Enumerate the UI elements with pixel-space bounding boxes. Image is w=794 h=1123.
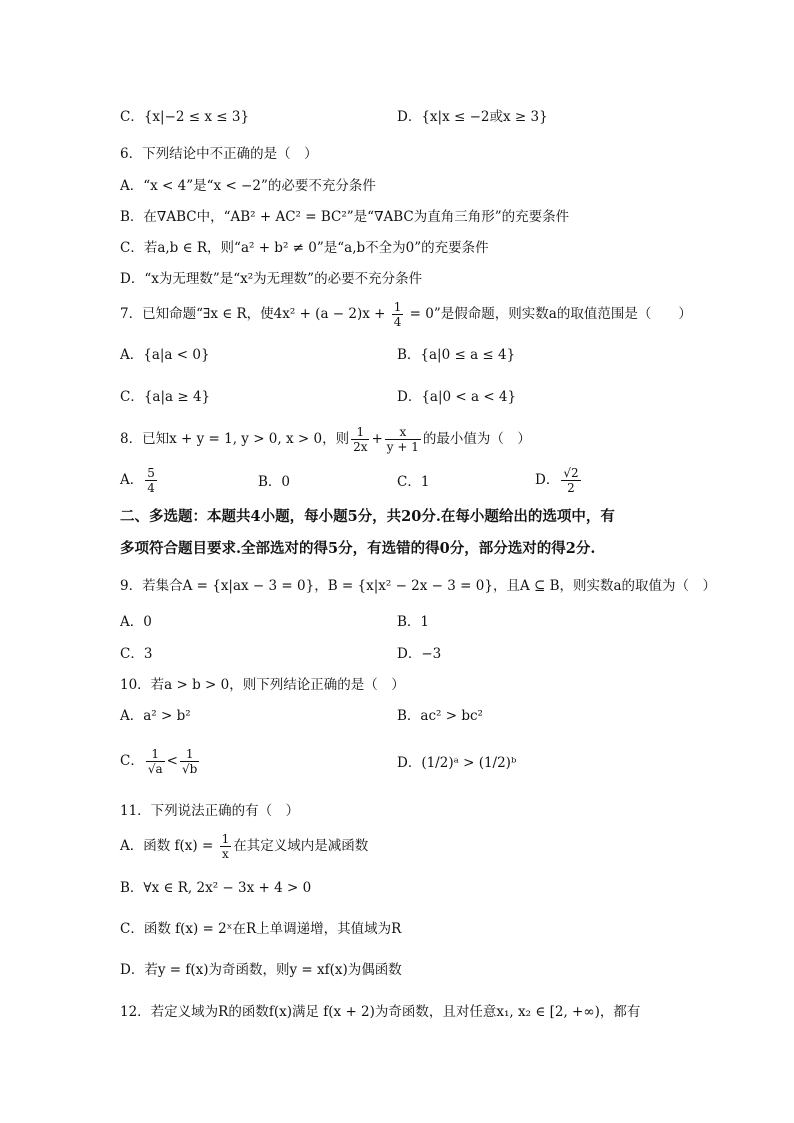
q10-option-d bbox=[397, 754, 516, 772]
q8-option-c: C．1 bbox=[397, 474, 430, 490]
q6-stem: 6．下列结论中不正确的是（ ） bbox=[120, 146, 318, 162]
q11-a-pre: A．函数 f(x) = bbox=[120, 838, 218, 854]
q11-option-c: C．函数 f(x) = 2ˣ在R上单调递增，其值域为R bbox=[120, 921, 402, 937]
q8-d-label: D． bbox=[535, 472, 560, 488]
q10-stem: 10．若a > b > 0，则下列结论正确的是（ ） bbox=[120, 677, 405, 693]
q6-option-a: A．“x < 4”是“x < −2”的必要不充分条件 bbox=[120, 178, 376, 194]
q8-d-num: √2 bbox=[563, 466, 579, 480]
q7-stem-pre: 7．已知命题“∃x ∈ R，使4x² + (a − 2)x + bbox=[120, 306, 390, 322]
q10-c-f1-den: √a bbox=[147, 762, 163, 776]
q6-option-b: B．在∇ABC中，“AB² + AC² = BC²”是“∇ABC为直角三角形”的充要条件 bbox=[120, 209, 570, 225]
q10-option-c bbox=[120, 747, 201, 776]
q11-option-a bbox=[120, 832, 368, 861]
q10-d-expression: (1/2)ᵃ > (1/2)ᵇ bbox=[421, 755, 517, 771]
q10-d-label: D． bbox=[397, 755, 422, 771]
q10-c-f2-num: 1 bbox=[180, 747, 199, 762]
q8-a-num: 5 bbox=[147, 466, 155, 480]
q11-a-den: x bbox=[222, 847, 229, 861]
q11-option-d: D．若y = f(x)为奇函数，则y = xf(x)为偶函数 bbox=[120, 962, 402, 978]
q6-option-c: C．若a,b ∈ R，则“a² + b² ≠ 0”是“a,b不全为0”的充要条件 bbox=[120, 240, 489, 256]
q8-option-a bbox=[120, 466, 159, 495]
q10-option-b: B．ac² > bc² bbox=[397, 708, 483, 724]
q6-option-d: D．“x为无理数”是“x²为无理数”的必要不充分条件 bbox=[120, 271, 423, 287]
q8-fraction-2 bbox=[385, 425, 421, 454]
q10-option-a: A．a² > b² bbox=[120, 708, 191, 724]
q8-d-fraction bbox=[561, 466, 580, 495]
q9-stem: 9．若集合A = {x|ax − 3 = 0}，B = {x|x² − 2x − 3 = 0}，且A ⊆ B，则实数a的取值为（ ） bbox=[120, 578, 717, 594]
q10-c-f1-num: 1 bbox=[146, 747, 165, 762]
q11-a-fraction bbox=[220, 832, 232, 861]
q8-plus: + bbox=[371, 431, 383, 447]
q8-a-den: 4 bbox=[147, 481, 155, 495]
q7-stem bbox=[120, 300, 692, 329]
q5-option-d: D．{x|x ≤ −2或x ≥ 3} bbox=[397, 109, 548, 125]
q7-option-a: A．{a|a < 0} bbox=[120, 347, 210, 363]
q8-a-label: A． bbox=[120, 472, 144, 488]
q8-fraction-1 bbox=[351, 425, 369, 454]
q7-frac-numerator: 1 bbox=[393, 300, 402, 314]
q8-f2-den: y + 1 bbox=[386, 440, 419, 454]
q7-option-c: C．{a|a ≥ 4} bbox=[120, 389, 211, 405]
q8-d-den: 2 bbox=[567, 481, 575, 495]
q8-stem-post: 的最小值为（ ） bbox=[422, 431, 531, 447]
q9-option-b: B．1 bbox=[397, 614, 430, 630]
q10-c-f2-den: √b bbox=[181, 762, 198, 776]
q8-stem-pre: 8．已知x + y = 1, y > 0, x > 0，则 bbox=[120, 431, 350, 447]
q7-frac-denominator: 4 bbox=[393, 315, 402, 329]
q11-stem: 11．下列说法正确的有（ ） bbox=[120, 803, 300, 819]
q8-option-d bbox=[535, 466, 583, 495]
q10-c-fraction-1 bbox=[146, 747, 165, 776]
q8-option-b: B．0 bbox=[258, 474, 291, 490]
q11-a-num: 1 bbox=[221, 832, 230, 846]
q10-c-fraction-2 bbox=[180, 747, 199, 776]
q10-c-label: C． bbox=[120, 753, 144, 769]
q7-stem-post: = 0”是假命题，则实数a的取值范围是（ ） bbox=[405, 306, 692, 322]
q12-stem: 12．若定义域为R的函数f(x)满足 f(x + 2)为奇函数，且对任意x₁, x₂ ∈ [2, +∞)，都有 bbox=[120, 1004, 641, 1020]
q8-stem bbox=[120, 425, 531, 454]
section-2-heading-line2: 多项符合题目要求.全部选对的得5分，有选错的得0分，部分选对的得2分. bbox=[120, 540, 596, 557]
q8-f2-num: x bbox=[385, 425, 421, 440]
section-2-heading-line1: 二、多选题：本题共4小题，每小题5分，共20分.在每小题给出的选项中，有 bbox=[120, 508, 615, 525]
q9-option-c: C．3 bbox=[120, 646, 153, 662]
q8-a-fraction bbox=[145, 466, 157, 495]
q7-option-d: D．{a|0 < a < 4} bbox=[397, 389, 517, 405]
q10-c-operator: < bbox=[166, 753, 178, 769]
q9-option-d: D．−3 bbox=[397, 646, 442, 662]
q7-fraction bbox=[392, 300, 404, 329]
q9-option-a: A．0 bbox=[120, 614, 152, 630]
q11-a-post: 在其定义域内是减函数 bbox=[233, 838, 369, 854]
q7-option-b: B．{a|0 ≤ a ≤ 4} bbox=[397, 347, 516, 363]
q8-f1-num: 1 bbox=[351, 425, 369, 440]
q5-option-c: C．{x|−2 ≤ x ≤ 3} bbox=[120, 109, 250, 125]
q11-option-b: B．∀x ∈ R, 2x² − 3x + 4 > 0 bbox=[120, 880, 312, 896]
q8-f1-den: 2x bbox=[353, 440, 368, 454]
